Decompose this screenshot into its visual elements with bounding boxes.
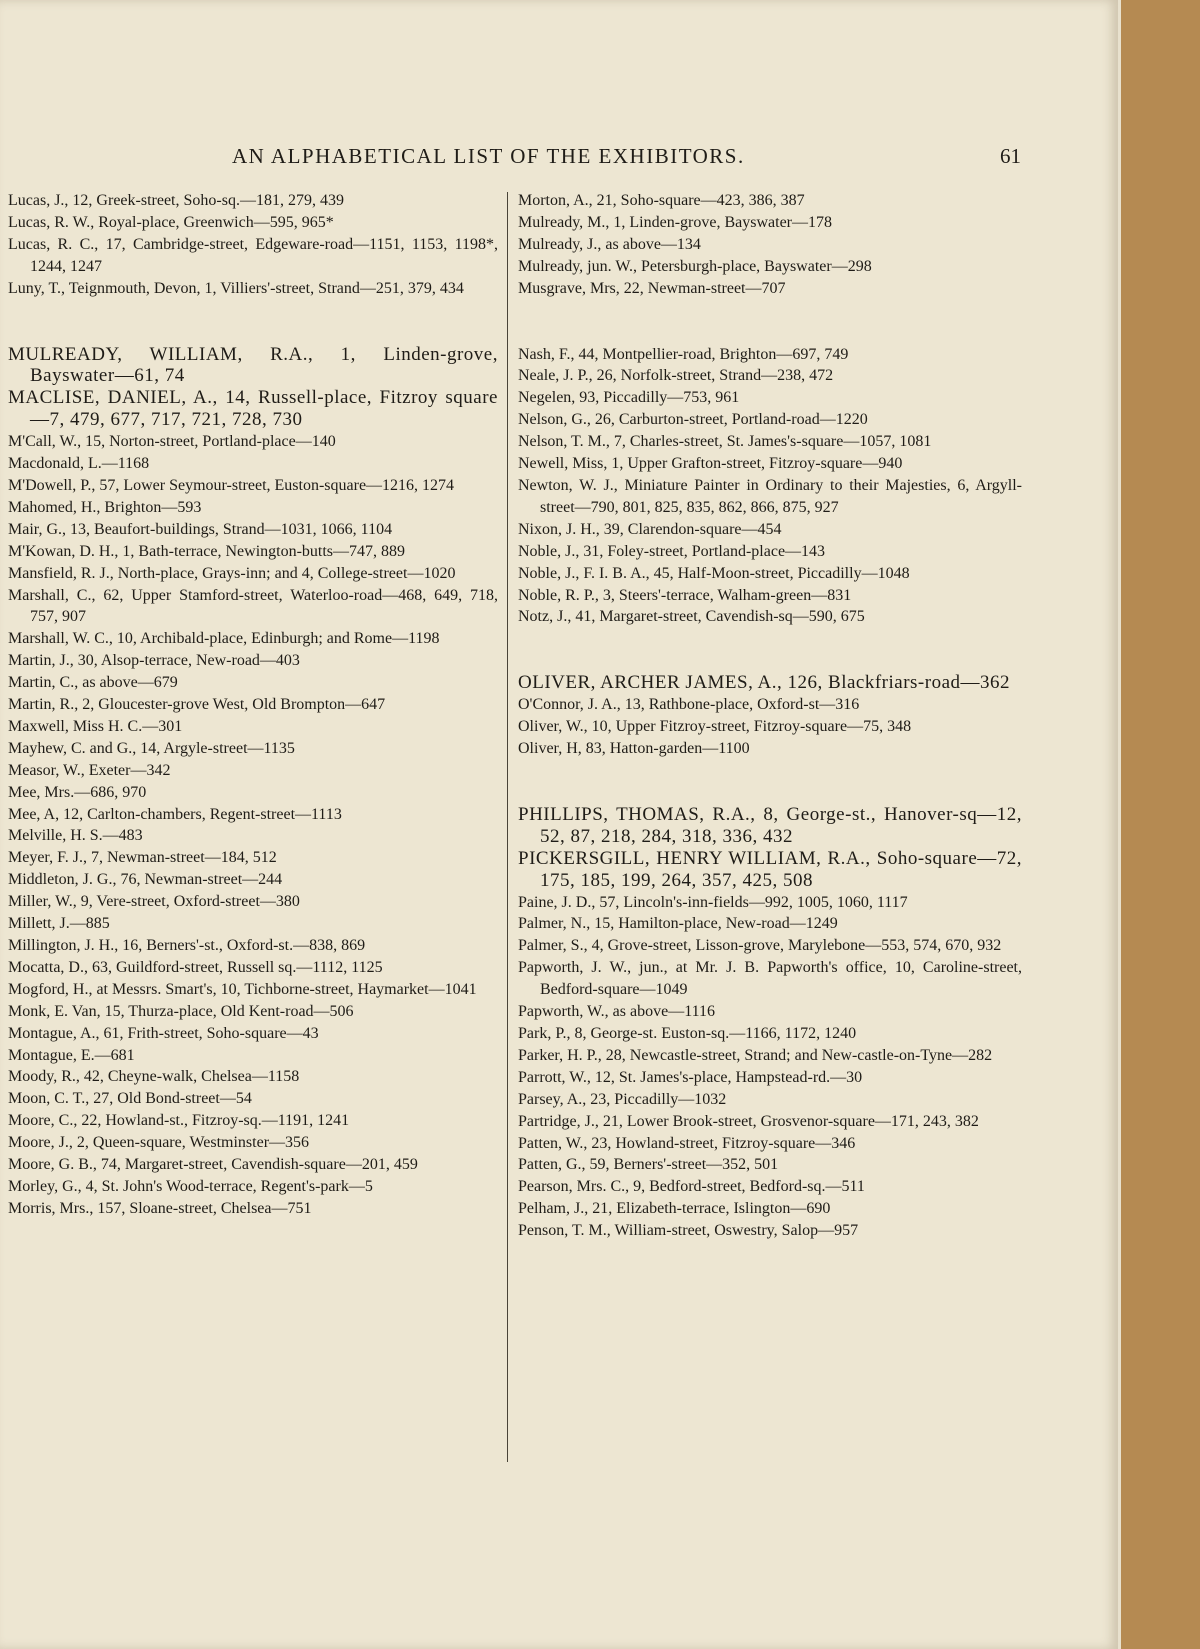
exhibitor-entry: Nelson, T. M., 7, Charles-street, St. James's-square—1057, 1081 (518, 433, 932, 451)
exhibitor-entry: Mogford, H., at Messrs. Smart's, 10, Tichborne-street, Haymarket—1041 (8, 980, 477, 998)
exhibitor-entry: Martin, C., as above—679 (8, 674, 178, 692)
exhibitor-entry: Palmer, S., 4, Grove-street, Lisson-grove, Marylebone—553, 574, 670, 932 (518, 937, 1002, 955)
entry-group-m-cont (518, 190, 1022, 300)
exhibitor-entry: Papworth, W., as above—1116 (518, 1003, 716, 1021)
exhibitor-entry: Nelson, G., 26, Carburton-street, Portland-road—1220 (518, 411, 868, 429)
exhibitor-entry: Mahomed, H., Brighton—593 (8, 498, 202, 516)
exhibitor-entry: Mair, G., 13, Beaufort-buildings, Strand—1031, 1066, 1104 (8, 520, 393, 538)
column-divider (507, 192, 508, 1462)
exhibitor-entry: Pelham, J., 21, Elizabeth-terrace, Islington—690 (518, 1200, 831, 1218)
running-head: AN ALPHABETICAL LIST OF THE EXHIBITORS. (232, 144, 745, 168)
exhibitor-entry: Middleton, J. G., 76, Newman-street—244 (8, 871, 283, 889)
entry-group-n (518, 344, 1022, 629)
exhibitor-entry: Mulready, jun. W., Petersburgh-place, Bayswater—298 (518, 257, 872, 275)
exhibitor-entry: Newell, Miss, 1, Upper Grafton-street, Fitzroy-square—940 (518, 455, 903, 473)
exhibitor-entry: Millett, J.—885 (8, 915, 110, 933)
exhibitor-entry: Pearson, Mrs. C., 9, Bedford-street, Bedford-sq.—511 (518, 1178, 865, 1196)
entry-group-l (8, 190, 498, 300)
exhibitor-entry: Martin, J., 30, Alsop-terrace, New-road—403 (8, 652, 300, 670)
exhibitor-entry: Patten, G., 59, Berners'-street—352, 501 (518, 1156, 779, 1174)
exhibitor-entry: Mayhew, C. and G., 14, Argyle-street—1135 (8, 739, 295, 757)
exhibitor-entry: Morton, A., 21, Soho-square—423, 386, 387 (518, 192, 805, 209)
exhibitor-entry: Measor, W., Exeter—342 (8, 761, 171, 779)
exhibitor-entry: Montague, A., 61, Frith-street, Soho-square—43 (8, 1024, 319, 1042)
exhibitor-entry: Luny, T., Teignmouth, Devon, 1, Villiers'-street, Strand—251, 379, 434 (8, 279, 464, 297)
exhibitor-entry: Parrott, W., 12, St. James's-place, Hampstead-rd.—30 (518, 1068, 863, 1086)
exhibitor-entry: Mee, Mrs.—686, 970 (8, 783, 147, 801)
exhibitor-entry: Lucas, R. W., Royal-place, Greenwich—595, 965* (8, 213, 334, 231)
exhibitor-entry: Noble, J., 31, Foley-street, Portland-place—143 (518, 542, 826, 560)
exhibitor-entry: M'Call, W., 15, Norton-street, Portland-place—140 (8, 433, 336, 451)
exhibitor-entry: Lucas, R. C., 17, Cambridge-street, Edgeware-road—1151, 1153, 1198*, 1244, 1247 (8, 235, 498, 275)
left-column (8, 190, 498, 1220)
exhibitor-entry: Melville, H. S.—483 (8, 827, 143, 845)
exhibitor-entry: Nixon, J. H., 39, Clarendon-square—454 (518, 520, 782, 538)
exhibitor-entry: Papworth, J. W., jun., at Mr. J. B. Papworth's office, 10, Caroline-street, Bedford-square—1049 (518, 959, 1022, 999)
exhibitor-entry: Newton, W. J., Miniature Painter in Ordinary to their Majesties, 6, Argyll-street—790, 801, 825, 835, 862, 866, 875, 927 (518, 476, 1022, 516)
exhibitor-entry: Montague, E.—681 (8, 1046, 135, 1064)
exhibitor-entry: Mee, A, 12, Carlton-chambers, Regent-street—1113 (8, 805, 342, 823)
exhibitor-entry: Neale, J. P., 26, Norfolk-street, Strand—238, 472 (518, 367, 834, 385)
exhibitor-entry: Marshall, W. C., 10, Archibald-place, Edinburgh; and Rome—1198 (8, 630, 440, 648)
exhibitor-entry: Macdonald, L.—1168 (8, 455, 150, 473)
exhibitor-entry: Oliver, H, 83, Hatton-garden—1100 (518, 740, 750, 758)
exhibitor-entry: Moore, C., 22, Howland-st., Fitzroy-sq.—1191, 1241 (8, 1112, 350, 1130)
exhibitor-entry: Moody, R., 42, Cheyne-walk, Chelsea—1158 (8, 1068, 300, 1086)
right-column (518, 190, 1022, 1242)
exhibitor-entry: Marshall, C., 62, Upper Stamford-street, Waterloo-road—468, 649, 718, 757, 907 (8, 586, 498, 626)
exhibitor-entry: Paine, J. D., 57, Lincoln's-inn-fields—992, 1005, 1060, 1117 (518, 893, 908, 911)
exhibitor-entry: Mocatta, D., 63, Guildford-street, Russell sq.—1112, 1125 (8, 958, 383, 976)
exhibitor-entry: Moore, G. B., 74, Margaret-street, Cavendish-square—201, 459 (8, 1156, 418, 1174)
exhibitor-entry: M'Kowan, D. H., 1, Bath-terrace, Newington-butts—747, 889 (8, 542, 406, 560)
exhibitor-entry: Monk, E. Van, 15, Thurza-place, Old Kent-road—506 (8, 1002, 354, 1020)
exhibitor-entry: Partridge, J., 21, Lower Brook-street, Grosvenor-square—171, 243, 382 (518, 1112, 979, 1130)
exhibitor-entry: PHILLIPS, THOMAS, R.A., 8, George-st., Hanover-sq—12, 52, 87, 218, 284, 318, 336, 432 (518, 803, 1022, 847)
exhibitor-entry: Oliver, W., 10, Upper Fitzroy-street, Fitzroy-square—75, 348 (518, 718, 912, 736)
exhibitor-entry: Mansfield, R. J., North-place, Grays-inn; and 4, College-street—1020 (8, 564, 456, 582)
exhibitor-entry: Penson, T. M., William-street, Oswestry, Salop—957 (518, 1222, 859, 1240)
exhibitor-entry: Notz, J., 41, Margaret-street, Cavendish-sq—590, 675 (518, 608, 865, 626)
exhibitor-entry: Patten, W., 23, Howland-street, Fitzroy-square—346 (518, 1134, 856, 1152)
exhibitor-entry: Negelen, 93, Piccadilly—753, 961 (518, 389, 740, 407)
entry-group-o (518, 672, 1022, 760)
exhibitor-entry: Maxwell, Miss H. C.—301 (8, 717, 183, 735)
exhibitor-entry: Martin, R., 2, Gloucester-grove West, Old Brompton—647 (8, 696, 386, 714)
exhibitor-entry: Mulready, M., 1, Linden-grove, Bayswater—178 (518, 213, 832, 231)
exhibitor-entry: Nash, F., 44, Montpellier-road, Brighton—697, 749 (518, 345, 849, 363)
exhibitor-entry: Parsey, A., 23, Piccadilly—1032 (518, 1090, 727, 1108)
book-board (1118, 0, 1200, 1649)
exhibitor-entry: Noble, R. P., 3, Steers'-terrace, Walham-green—831 (518, 586, 852, 604)
exhibitor-entry: O'Connor, J. A., 13, Rathbone-place, Oxford-st—316 (518, 696, 860, 714)
exhibitor-entry: MULREADY, WILLIAM, R.A., 1, Linden-grove, Bayswater—61, 74 (8, 343, 498, 387)
entry-group-m (8, 344, 498, 1220)
exhibitor-entry: Morris, Mrs., 157, Sloane-street, Chelsea—751 (8, 1199, 312, 1217)
exhibitor-entry: Noble, J., F. I. B. A., 45, Half-Moon-street, Piccadilly—1048 (518, 564, 910, 582)
exhibitor-entry: M'Dowell, P., 57, Lower Seymour-street, Euston-square—1216, 1274 (8, 476, 455, 494)
exhibitor-entry: Morley, G., 4, St. John's Wood-terrace, Regent's-park—5 (8, 1177, 373, 1195)
exhibitor-entry: Musgrave, Mrs, 22, Newman-street—707 (518, 279, 786, 297)
exhibitor-entry: PICKERSGILL, HENRY WILLIAM, R.A., Soho-square—72, 175, 185, 199, 264, 357, 425, 508 (518, 847, 1022, 891)
exhibitor-entry: Moon, C. T., 27, Old Bond-street—54 (8, 1090, 252, 1108)
exhibitor-entry: Parker, H. P., 28, Newcastle-street, Strand; and New-castle-on-Tyne—282 (518, 1046, 993, 1064)
entry-group-p (518, 804, 1022, 1242)
exhibitor-entry: Palmer, N., 15, Hamilton-place, New-road—1249 (518, 915, 838, 933)
exhibitor-entry: Moore, J., 2, Queen-square, Westminster—356 (8, 1134, 310, 1152)
exhibitor-entry: Millington, J. H., 16, Berners'-st., Oxford-st.—838, 869 (8, 937, 366, 954)
exhibitor-entry: MACLISE, DANIEL, A., 14, Russell-place, Fitzroy square—7, 479, 677, 717, 721, 728, 730 (8, 387, 498, 431)
exhibitor-entry: OLIVER, ARCHER JAMES, A., 126, Blackfriars-road—362 (518, 672, 1011, 694)
exhibitor-entry: Mulready, J., as above—134 (518, 235, 701, 253)
page-number: 61 (1000, 144, 1021, 168)
exhibitor-entry: Miller, W., 9, Vere-street, Oxford-street—380 (8, 893, 300, 911)
exhibitor-entry: Lucas, J., 12, Greek-street, Soho-sq.—181, 279, 439 (8, 192, 344, 209)
exhibitor-entry: Park, P., 8, George-st. Euston-sq.—1166, 1172, 1240 (518, 1025, 857, 1042)
exhibitor-entry: Meyer, F. J., 7, Newman-street—184, 512 (8, 849, 277, 867)
